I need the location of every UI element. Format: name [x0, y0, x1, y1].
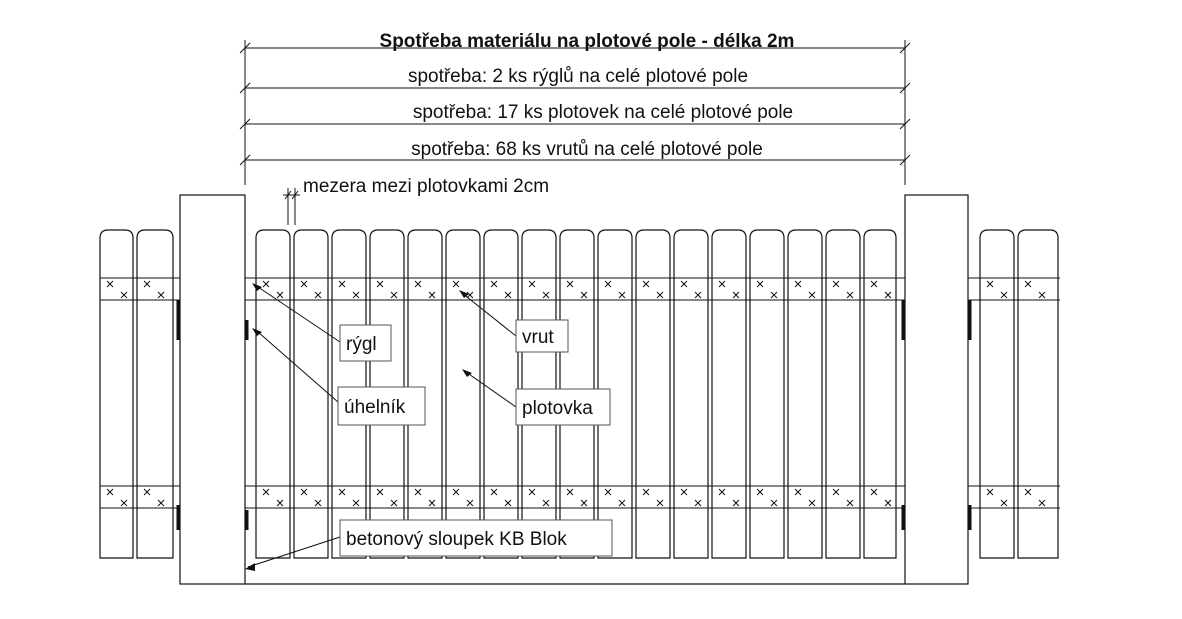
neighbor-picket	[100, 230, 133, 558]
screw-mark	[353, 500, 359, 506]
screw-mark	[1039, 500, 1045, 506]
screw-mark	[987, 281, 993, 287]
screw-mark	[809, 292, 815, 298]
screw-mark	[415, 281, 421, 287]
rygl-consumption-text: spotřeba: 2 ks rýglů na celé plotové pole	[407, 66, 749, 87]
screw-mark	[885, 292, 891, 298]
screw-mark	[695, 500, 701, 506]
screw-mark	[719, 489, 725, 495]
screw-mark	[1001, 292, 1007, 298]
screw-mark	[795, 489, 801, 495]
screw-mark	[263, 489, 269, 495]
screw-mark	[771, 292, 777, 298]
screw-mark	[107, 489, 113, 495]
vrut-label: vrut	[522, 327, 554, 348]
screw-mark	[567, 489, 573, 495]
screw-mark	[605, 281, 611, 287]
screw-mark	[121, 500, 127, 506]
screw-mark	[107, 281, 113, 287]
screw-mark	[505, 500, 511, 506]
screw-mark	[885, 500, 891, 506]
screw-mark	[847, 500, 853, 506]
picket	[864, 230, 896, 558]
vrut-consumption-text: spotřeba: 68 ks vrutů na celé plotové pole	[411, 139, 763, 160]
screw-mark	[391, 292, 397, 298]
picket	[484, 230, 518, 558]
uhelnik-label: úhelník	[344, 397, 406, 418]
screw-mark	[453, 281, 459, 287]
screw-mark	[277, 292, 283, 298]
picket	[294, 230, 328, 558]
picket	[446, 230, 480, 558]
screw-mark	[657, 292, 663, 298]
screw-mark	[491, 281, 497, 287]
neighbor-picket	[980, 230, 1014, 558]
picket	[788, 230, 822, 558]
screw-mark	[795, 281, 801, 287]
screw-mark	[144, 281, 150, 287]
screw-mark	[121, 292, 127, 298]
picket	[256, 230, 290, 558]
screw-mark	[391, 500, 397, 506]
screw-mark	[453, 489, 459, 495]
screw-mark	[619, 500, 625, 506]
screw-mark	[719, 281, 725, 287]
screw-mark	[301, 281, 307, 287]
screw-mark	[505, 292, 511, 298]
screw-mark	[339, 281, 345, 287]
screw-mark	[695, 292, 701, 298]
screw-mark	[681, 489, 687, 495]
screw-mark	[158, 500, 164, 506]
gap-dimension	[283, 188, 300, 225]
screw-mark	[277, 500, 283, 506]
screw-mark	[543, 500, 549, 506]
plotovka-consumption-text: spotřeba: 17 ks plotovek na celé plotové pole	[412, 102, 794, 123]
screw-mark	[543, 292, 549, 298]
picket	[750, 230, 784, 558]
screw-mark	[467, 500, 473, 506]
screw-mark	[733, 500, 739, 506]
plotovka-label: plotovka	[522, 398, 593, 419]
screw-mark	[529, 489, 535, 495]
rygl-label: rýgl	[346, 334, 377, 355]
right-post	[905, 195, 968, 584]
screw-mark	[643, 489, 649, 495]
screw-mark	[144, 489, 150, 495]
screw-mark	[757, 281, 763, 287]
screw-mark	[315, 500, 321, 506]
screw-mark	[581, 292, 587, 298]
diagram-title: Spotřeba materiálu na plotové pole - délka 2m	[379, 31, 795, 52]
screw-mark	[833, 281, 839, 287]
screw-mark	[491, 489, 497, 495]
screw-mark	[158, 292, 164, 298]
screw-mark	[429, 292, 435, 298]
picket	[674, 230, 708, 558]
screw-mark	[263, 281, 269, 287]
screw-mark	[353, 292, 359, 298]
picket	[636, 230, 670, 558]
screw-mark	[1025, 489, 1031, 495]
screw-mark	[377, 281, 383, 287]
screw-mark	[1001, 500, 1007, 506]
left-post	[180, 195, 245, 584]
gap-label: mezera mezi plotovkami 2cm	[303, 176, 550, 197]
screw-mark	[833, 489, 839, 495]
screw-mark	[339, 489, 345, 495]
screw-mark	[657, 500, 663, 506]
neighbor-picket	[137, 230, 173, 558]
picket	[826, 230, 860, 558]
picket	[712, 230, 746, 558]
screw-mark	[1025, 281, 1031, 287]
screw-mark	[581, 500, 587, 506]
screw-mark	[567, 281, 573, 287]
screw-mark	[415, 489, 421, 495]
screw-mark	[315, 292, 321, 298]
screw-mark	[757, 489, 763, 495]
sloupek-label: betonový sloupek KB Blok	[346, 529, 567, 550]
screw-mark	[529, 281, 535, 287]
screw-mark	[681, 281, 687, 287]
screw-mark	[871, 281, 877, 287]
screw-mark	[643, 281, 649, 287]
screw-mark	[847, 292, 853, 298]
screw-mark	[871, 489, 877, 495]
screw-mark	[987, 489, 993, 495]
screw-mark	[429, 500, 435, 506]
screw-mark	[771, 500, 777, 506]
screw-mark	[377, 489, 383, 495]
screw-mark	[733, 292, 739, 298]
screw-mark	[605, 489, 611, 495]
screw-mark	[619, 292, 625, 298]
screw-mark	[809, 500, 815, 506]
neighbor-picket	[1018, 230, 1058, 558]
screw-mark	[301, 489, 307, 495]
screw-mark	[1039, 292, 1045, 298]
